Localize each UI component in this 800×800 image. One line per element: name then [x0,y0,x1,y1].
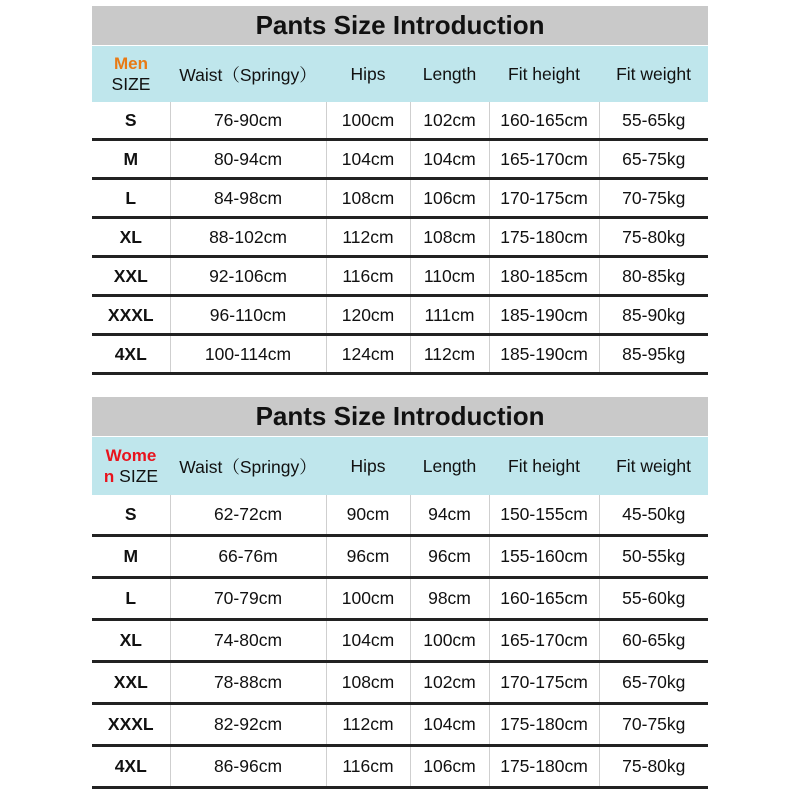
hips-cell: 112cm [326,218,410,257]
table-row [92,218,708,257]
fit-weight-cell: 55-60kg [599,578,708,620]
table-row [92,704,708,746]
fit-weight-cell: 65-70kg [599,662,708,704]
column-header-fit-height: Fit height [489,46,599,103]
fit-height-cell: 175-180cm [489,746,599,788]
fit-height-cell: 180-185cm [489,257,599,296]
length-cell: 96cm [410,536,489,578]
length-cell: 106cm [410,179,489,218]
fit-height-cell: 185-190cm [489,296,599,335]
fit-height-cell: 170-175cm [489,662,599,704]
length-cell: 108cm [410,218,489,257]
table-row [92,536,708,578]
length-cell: 106cm [410,746,489,788]
size-cell: L [92,179,170,218]
fit-height-cell: 185-190cm [489,335,599,374]
table-row [92,140,708,179]
fit-height-cell: 160-165cm [489,102,599,140]
women-gender-label-line1: Wome [105,446,157,465]
fit-weight-cell: 80-85kg [599,257,708,296]
length-cell: 94cm [410,495,489,536]
length-cell: 98cm [410,578,489,620]
hips-cell: 108cm [326,662,410,704]
waist-cell: 80-94cm [170,140,326,179]
fit-weight-cell: 65-75kg [599,140,708,179]
table-row [92,578,708,620]
size-cell: 4XL [92,335,170,374]
waist-cell: 86-96cm [170,746,326,788]
size-cell: XXL [92,662,170,704]
women-size-table [92,397,708,789]
fit-weight-cell: 50-55kg [599,536,708,578]
hips-cell: 100cm [326,578,410,620]
length-cell: 110cm [410,257,489,296]
waist-cell: 66-76m [170,536,326,578]
size-cell: L [92,578,170,620]
fit-height-cell: 160-165cm [489,578,599,620]
column-header-fit-weight: Fit weight [599,46,708,103]
fit-weight-cell: 75-80kg [599,218,708,257]
hips-cell: 90cm [326,495,410,536]
hips-cell: 100cm [326,102,410,140]
table-row [92,746,708,788]
waist-cell: 100-114cm [170,335,326,374]
fit-height-cell: 175-180cm [489,218,599,257]
fit-weight-cell: 85-90kg [599,296,708,335]
men-header-row [92,46,708,103]
column-header-length: Length [410,437,489,496]
hips-cell: 116cm [326,257,410,296]
column-header-fit-weight: Fit weight [599,437,708,496]
table-row [92,620,708,662]
size-cell: XXL [92,257,170,296]
hips-cell: 104cm [326,140,410,179]
men-size-header [92,46,170,103]
size-cell: XXXL [92,704,170,746]
size-cell: XL [92,620,170,662]
women-size-word: SIZE [119,466,159,486]
women-size-header [92,437,170,496]
length-cell: 104cm [410,704,489,746]
fit-weight-cell: 70-75kg [599,179,708,218]
table-row [92,662,708,704]
men-table-title: Pants Size Introduction [92,6,708,46]
hips-cell: 116cm [326,746,410,788]
table-row [92,179,708,218]
column-header-length: Length [410,46,489,103]
hips-cell: 124cm [326,335,410,374]
fit-height-cell: 165-170cm [489,140,599,179]
men-table-body [92,102,708,374]
fit-height-cell: 175-180cm [489,704,599,746]
waist-cell: 84-98cm [170,179,326,218]
waist-cell: 78-88cm [170,662,326,704]
length-cell: 100cm [410,620,489,662]
table-row [92,335,708,374]
hips-cell: 104cm [326,620,410,662]
men-gender-label: Men [114,54,148,73]
size-cell: XL [92,218,170,257]
table-row [92,495,708,536]
table-row [92,296,708,335]
size-cell: M [92,536,170,578]
fit-height-cell: 170-175cm [489,179,599,218]
waist-cell: 76-90cm [170,102,326,140]
women-gender-label-line2: n [103,467,115,486]
column-header-waist: Waist（Springy） [170,437,326,496]
column-header-hips: Hips [326,437,410,496]
length-cell: 111cm [410,296,489,335]
length-cell: 112cm [410,335,489,374]
fit-weight-cell: 70-75kg [599,704,708,746]
size-cell: S [92,102,170,140]
hips-cell: 120cm [326,296,410,335]
fit-weight-cell: 85-95kg [599,335,708,374]
fit-height-cell: 150-155cm [489,495,599,536]
length-cell: 104cm [410,140,489,179]
women-header-row [92,437,708,496]
women-table-body [92,495,708,788]
men-size-word: SIZE [111,74,151,94]
length-cell: 102cm [410,102,489,140]
column-header-waist: Waist（Springy） [170,46,326,103]
fit-weight-cell: 45-50kg [599,495,708,536]
table-row [92,102,708,140]
size-cell: S [92,495,170,536]
waist-cell: 88-102cm [170,218,326,257]
women-table-title: Pants Size Introduction [92,397,708,437]
waist-cell: 70-79cm [170,578,326,620]
fit-height-cell: 165-170cm [489,620,599,662]
waist-cell: 96-110cm [170,296,326,335]
waist-cell: 74-80cm [170,620,326,662]
men-size-table [92,6,708,375]
hips-cell: 96cm [326,536,410,578]
column-header-hips: Hips [326,46,410,103]
column-header-fit-height: Fit height [489,437,599,496]
waist-cell: 62-72cm [170,495,326,536]
size-cell: M [92,140,170,179]
waist-cell: 82-92cm [170,704,326,746]
fit-weight-cell: 55-65kg [599,102,708,140]
hips-cell: 112cm [326,704,410,746]
fit-weight-cell: 60-65kg [599,620,708,662]
size-cell: XXXL [92,296,170,335]
fit-weight-cell: 75-80kg [599,746,708,788]
hips-cell: 108cm [326,179,410,218]
size-cell: 4XL [92,746,170,788]
fit-height-cell: 155-160cm [489,536,599,578]
table-row [92,257,708,296]
waist-cell: 92-106cm [170,257,326,296]
length-cell: 102cm [410,662,489,704]
